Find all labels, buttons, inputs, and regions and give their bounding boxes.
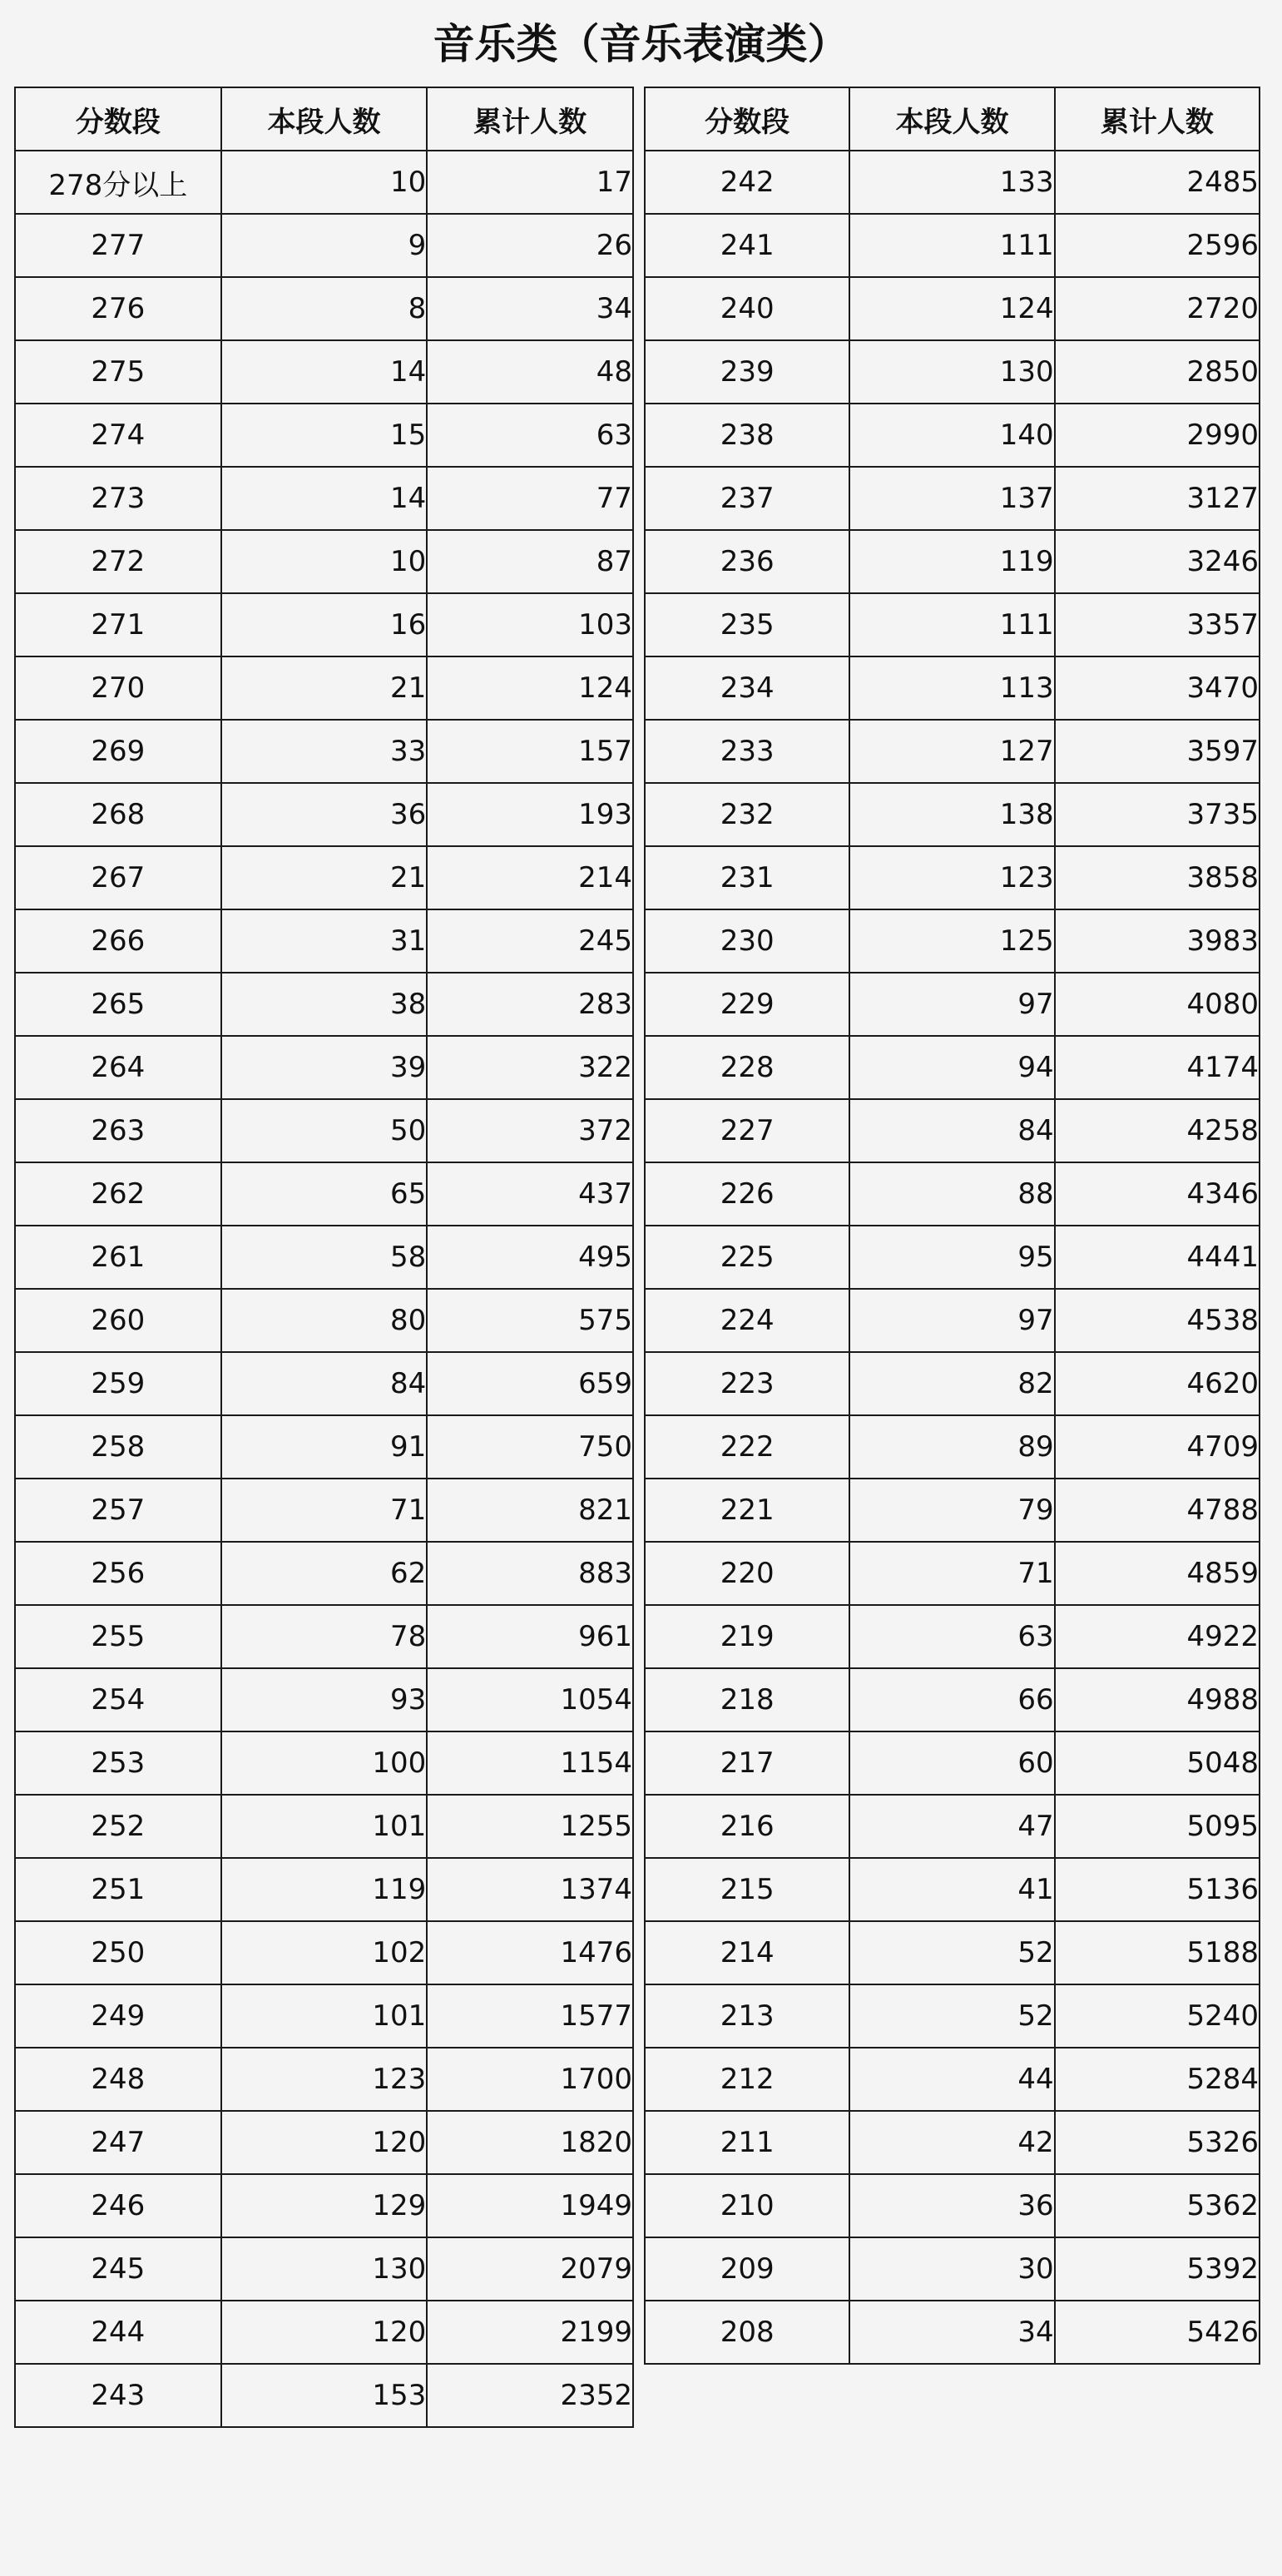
cumulative-count-cell: 372 <box>427 1099 633 1162</box>
cumulative-count-cell: 3983 <box>1055 909 1260 973</box>
segment-count-cell: 63 <box>849 1605 1054 1668</box>
score-range-cell: 242 <box>645 151 849 214</box>
cumulative-count-cell: 1255 <box>427 1795 633 1858</box>
cumulative-count-cell: 124 <box>427 656 633 720</box>
cumulative-count-cell: 5048 <box>1055 1731 1260 1795</box>
score-range-cell: 225 <box>645 1226 849 1289</box>
table-row <box>645 214 1260 277</box>
table-row <box>15 340 633 404</box>
cumulative-count-cell: 1820 <box>427 2111 633 2174</box>
score-table-right-body <box>645 151 1260 2364</box>
score-range-cell: 254 <box>15 1668 221 1731</box>
cumulative-count-cell: 2720 <box>1055 277 1260 340</box>
header-cumulative-count: 累计人数 <box>1055 87 1260 151</box>
segment-count-cell: 119 <box>849 530 1054 593</box>
score-range-cell: 241 <box>645 214 849 277</box>
cumulative-count-cell: 821 <box>427 1479 633 1542</box>
table-row <box>15 1668 633 1731</box>
score-range-cell: 278分以上 <box>15 151 221 214</box>
score-range-cell: 217 <box>645 1731 849 1795</box>
table-row <box>645 1605 1260 1668</box>
cumulative-count-cell: 495 <box>427 1226 633 1289</box>
table-row <box>15 530 633 593</box>
cumulative-count-cell: 5136 <box>1055 1858 1260 1921</box>
cumulative-count-cell: 4538 <box>1055 1289 1260 1352</box>
table-row <box>15 1984 633 2048</box>
table-row <box>645 909 1260 973</box>
segment-count-cell: 42 <box>849 2111 1054 2174</box>
score-range-cell: 260 <box>15 1289 221 1352</box>
cumulative-count-cell: 3597 <box>1055 720 1260 783</box>
score-range-cell: 226 <box>645 1162 849 1226</box>
segment-count-cell: 129 <box>221 2174 428 2237</box>
table-row <box>645 1226 1260 1289</box>
cumulative-count-cell: 63 <box>427 404 633 467</box>
table-row <box>645 467 1260 530</box>
table-row <box>645 404 1260 467</box>
score-range-cell: 276 <box>15 277 221 340</box>
table-row <box>645 2111 1260 2174</box>
cumulative-count-cell: 5095 <box>1055 1795 1260 1858</box>
table-row <box>15 1858 633 1921</box>
score-range-cell: 262 <box>15 1162 221 1226</box>
table-row <box>645 1099 1260 1162</box>
table-row <box>645 530 1260 593</box>
segment-count-cell: 137 <box>849 467 1054 530</box>
cumulative-count-cell: 1949 <box>427 2174 633 2237</box>
table-row <box>15 1731 633 1795</box>
table-row <box>15 2048 633 2111</box>
segment-count-cell: 133 <box>849 151 1054 214</box>
table-row <box>15 1352 633 1415</box>
table-row <box>15 1162 633 1226</box>
score-table-right <box>644 87 1260 2365</box>
score-range-cell: 235 <box>645 593 849 656</box>
score-range-cell: 231 <box>645 846 849 909</box>
score-range-cell: 214 <box>645 1921 849 1984</box>
cumulative-count-cell: 3357 <box>1055 593 1260 656</box>
cumulative-count-cell: 4922 <box>1055 1605 1260 1668</box>
score-range-cell: 208 <box>645 2301 849 2364</box>
segment-count-cell: 120 <box>221 2111 428 2174</box>
score-range-cell: 257 <box>15 1479 221 1542</box>
score-range-cell: 245 <box>15 2237 221 2301</box>
table-row <box>645 2174 1260 2237</box>
score-range-cell: 255 <box>15 1605 221 1668</box>
header-segment-count: 本段人数 <box>849 87 1054 151</box>
table-row <box>645 1921 1260 1984</box>
cumulative-count-cell: 4988 <box>1055 1668 1260 1731</box>
cumulative-count-cell: 3735 <box>1055 783 1260 846</box>
score-range-cell: 264 <box>15 1036 221 1099</box>
segment-count-cell: 93 <box>221 1668 428 1731</box>
table-row <box>645 1984 1260 2048</box>
segment-count-cell: 15 <box>221 404 428 467</box>
segment-count-cell: 140 <box>849 404 1054 467</box>
cumulative-count-cell: 1054 <box>427 1668 633 1731</box>
score-range-cell: 222 <box>645 1415 849 1479</box>
score-range-cell: 265 <box>15 973 221 1036</box>
cumulative-count-cell: 5362 <box>1055 2174 1260 2237</box>
cumulative-count-cell: 3858 <box>1055 846 1260 909</box>
segment-count-cell: 102 <box>221 1921 428 1984</box>
segment-count-cell: 88 <box>849 1162 1054 1226</box>
table-header-row <box>645 87 1260 151</box>
cumulative-count-cell: 5188 <box>1055 1921 1260 1984</box>
score-range-cell: 227 <box>645 1099 849 1162</box>
table-row <box>645 277 1260 340</box>
segment-count-cell: 52 <box>849 1921 1054 1984</box>
cumulative-count-cell: 1577 <box>427 1984 633 2048</box>
segment-count-cell: 113 <box>849 656 1054 720</box>
table-row <box>645 1415 1260 1479</box>
table-row <box>15 720 633 783</box>
score-range-cell: 211 <box>645 2111 849 2174</box>
segment-count-cell: 65 <box>221 1162 428 1226</box>
segment-count-cell: 125 <box>849 909 1054 973</box>
segment-count-cell: 123 <box>221 2048 428 2111</box>
segment-count-cell: 111 <box>849 593 1054 656</box>
cumulative-count-cell: 4859 <box>1055 1542 1260 1605</box>
segment-count-cell: 89 <box>849 1415 1054 1479</box>
table-row <box>645 1289 1260 1352</box>
segment-count-cell: 91 <box>221 1415 428 1479</box>
segment-count-cell: 21 <box>221 846 428 909</box>
segment-count-cell: 41 <box>849 1858 1054 1921</box>
cumulative-count-cell: 2485 <box>1055 151 1260 214</box>
segment-count-cell: 34 <box>849 2301 1054 2364</box>
cumulative-count-cell: 2596 <box>1055 214 1260 277</box>
cumulative-count-cell: 961 <box>427 1605 633 1668</box>
table-row <box>645 1542 1260 1605</box>
score-table-left <box>14 87 634 2428</box>
table-row <box>645 1731 1260 1795</box>
score-range-cell: 219 <box>645 1605 849 1668</box>
cumulative-count-cell: 659 <box>427 1352 633 1415</box>
table-row <box>645 1795 1260 1858</box>
table-row <box>645 2048 1260 2111</box>
segment-count-cell: 119 <box>221 1858 428 1921</box>
segment-count-cell: 16 <box>221 593 428 656</box>
table-row <box>645 846 1260 909</box>
score-range-cell: 274 <box>15 404 221 467</box>
segment-count-cell: 50 <box>221 1099 428 1162</box>
score-range-cell: 215 <box>645 1858 849 1921</box>
score-range-cell: 246 <box>15 2174 221 2237</box>
table-row <box>645 1479 1260 1542</box>
cumulative-count-cell: 437 <box>427 1162 633 1226</box>
segment-count-cell: 38 <box>221 973 428 1036</box>
table-row <box>15 1415 633 1479</box>
cumulative-count-cell: 26 <box>427 214 633 277</box>
segment-count-cell: 60 <box>849 1731 1054 1795</box>
score-range-cell: 236 <box>645 530 849 593</box>
segment-count-cell: 62 <box>221 1542 428 1605</box>
table-row <box>15 2301 633 2364</box>
segment-count-cell: 138 <box>849 783 1054 846</box>
table-row <box>645 720 1260 783</box>
score-range-cell: 234 <box>645 656 849 720</box>
cumulative-count-cell: 2352 <box>427 2364 633 2427</box>
score-range-cell: 273 <box>15 467 221 530</box>
cumulative-count-cell: 4080 <box>1055 973 1260 1036</box>
score-range-cell: 266 <box>15 909 221 973</box>
segment-count-cell: 14 <box>221 340 428 404</box>
score-range-cell: 240 <box>645 277 849 340</box>
segment-count-cell: 130 <box>221 2237 428 2301</box>
cumulative-count-cell: 5392 <box>1055 2237 1260 2301</box>
segment-count-cell: 8 <box>221 277 428 340</box>
cumulative-count-cell: 2079 <box>427 2237 633 2301</box>
segment-count-cell: 78 <box>221 1605 428 1668</box>
table-row <box>15 656 633 720</box>
table-row <box>645 2237 1260 2301</box>
cumulative-count-cell: 1154 <box>427 1731 633 1795</box>
cumulative-count-cell: 103 <box>427 593 633 656</box>
table-row <box>645 656 1260 720</box>
table-row <box>645 783 1260 846</box>
score-range-cell: 221 <box>645 1479 849 1542</box>
table-row <box>15 1795 633 1858</box>
segment-count-cell: 95 <box>849 1226 1054 1289</box>
table-row <box>15 1605 633 1668</box>
table-row <box>15 2174 633 2237</box>
table-row <box>15 2111 633 2174</box>
segment-count-cell: 101 <box>221 1795 428 1858</box>
score-range-cell: 212 <box>645 2048 849 2111</box>
table-row <box>15 846 633 909</box>
table-row <box>15 1036 633 1099</box>
table-row <box>645 2301 1260 2364</box>
cumulative-count-cell: 48 <box>427 340 633 404</box>
table-row <box>645 973 1260 1036</box>
score-range-cell: 216 <box>645 1795 849 1858</box>
score-range-cell: 237 <box>645 467 849 530</box>
segment-count-cell: 66 <box>849 1668 1054 1731</box>
score-table-left-body <box>15 151 633 2427</box>
score-range-cell: 209 <box>645 2237 849 2301</box>
segment-count-cell: 127 <box>849 720 1054 783</box>
table-row <box>15 1542 633 1605</box>
table-row <box>15 1921 633 1984</box>
score-range-cell: 269 <box>15 720 221 783</box>
segment-count-cell: 79 <box>849 1479 1054 1542</box>
cumulative-count-cell: 5240 <box>1055 1984 1260 2048</box>
segment-count-cell: 130 <box>849 340 1054 404</box>
score-range-cell: 253 <box>15 1731 221 1795</box>
score-range-cell: 251 <box>15 1858 221 1921</box>
segment-count-cell: 58 <box>221 1226 428 1289</box>
table-row <box>15 783 633 846</box>
table-row <box>15 1479 633 1542</box>
table-row <box>15 2364 633 2427</box>
header-cumulative-count: 累计人数 <box>427 87 633 151</box>
score-range-cell: 239 <box>645 340 849 404</box>
cumulative-count-cell: 4258 <box>1055 1099 1260 1162</box>
score-range-cell: 271 <box>15 593 221 656</box>
cumulative-count-cell: 3470 <box>1055 656 1260 720</box>
cumulative-count-cell: 2990 <box>1055 404 1260 467</box>
segment-count-cell: 14 <box>221 467 428 530</box>
table-row <box>645 1036 1260 1099</box>
segment-count-cell: 9 <box>221 214 428 277</box>
table-row <box>15 1226 633 1289</box>
score-range-cell: 230 <box>645 909 849 973</box>
segment-count-cell: 71 <box>221 1479 428 1542</box>
cumulative-count-cell: 4174 <box>1055 1036 1260 1099</box>
table-row <box>645 1668 1260 1731</box>
cumulative-count-cell: 575 <box>427 1289 633 1352</box>
segment-count-cell: 21 <box>221 656 428 720</box>
score-range-cell: 229 <box>645 973 849 1036</box>
score-range-cell: 259 <box>15 1352 221 1415</box>
table-row <box>645 340 1260 404</box>
segment-count-cell: 111 <box>849 214 1054 277</box>
cumulative-count-cell: 1374 <box>427 1858 633 1921</box>
score-range-cell: 224 <box>645 1289 849 1352</box>
cumulative-count-cell: 4346 <box>1055 1162 1260 1226</box>
page-title: 音乐类（音乐表演类） <box>433 20 849 68</box>
cumulative-count-cell: 4788 <box>1055 1479 1260 1542</box>
cumulative-count-cell: 283 <box>427 973 633 1036</box>
score-range-cell: 275 <box>15 340 221 404</box>
table-row <box>15 151 633 214</box>
table-row <box>15 1099 633 1162</box>
score-range-cell: 258 <box>15 1415 221 1479</box>
table-row <box>15 277 633 340</box>
header-score-range: 分数段 <box>645 87 849 151</box>
segment-count-cell: 97 <box>849 973 1054 1036</box>
cumulative-count-cell: 214 <box>427 846 633 909</box>
segment-count-cell: 124 <box>849 277 1054 340</box>
cumulative-count-cell: 750 <box>427 1415 633 1479</box>
segment-count-cell: 39 <box>221 1036 428 1099</box>
table-row <box>645 1162 1260 1226</box>
segment-count-cell: 123 <box>849 846 1054 909</box>
segment-count-cell: 36 <box>849 2174 1054 2237</box>
cumulative-count-cell: 1700 <box>427 2048 633 2111</box>
cumulative-count-cell: 4620 <box>1055 1352 1260 1415</box>
cumulative-count-cell: 2199 <box>427 2301 633 2364</box>
score-range-cell: 243 <box>15 2364 221 2427</box>
segment-count-cell: 153 <box>221 2364 428 2427</box>
table-row <box>645 1858 1260 1921</box>
score-range-cell: 263 <box>15 1099 221 1162</box>
score-range-cell: 233 <box>645 720 849 783</box>
segment-count-cell: 44 <box>849 2048 1054 2111</box>
score-range-cell: 252 <box>15 1795 221 1858</box>
table-row <box>15 909 633 973</box>
header-segment-count: 本段人数 <box>221 87 428 151</box>
table-row <box>645 151 1260 214</box>
score-range-cell: 277 <box>15 214 221 277</box>
segment-count-cell: 120 <box>221 2301 428 2364</box>
score-range-cell: 228 <box>645 1036 849 1099</box>
cumulative-count-cell: 4709 <box>1055 1415 1260 1479</box>
table-row <box>15 2237 633 2301</box>
cumulative-count-cell: 3246 <box>1055 530 1260 593</box>
cumulative-count-cell: 883 <box>427 1542 633 1605</box>
segment-count-cell: 52 <box>849 1984 1054 2048</box>
segment-count-cell: 33 <box>221 720 428 783</box>
cumulative-count-cell: 5326 <box>1055 2111 1260 2174</box>
score-range-cell: 272 <box>15 530 221 593</box>
table-row <box>15 214 633 277</box>
score-range-cell: 248 <box>15 2048 221 2111</box>
segment-count-cell: 100 <box>221 1731 428 1795</box>
score-range-cell: 244 <box>15 2301 221 2364</box>
segment-count-cell: 10 <box>221 530 428 593</box>
header-score-range: 分数段 <box>15 87 221 151</box>
cumulative-count-cell: 245 <box>427 909 633 973</box>
segment-count-cell: 10 <box>221 151 428 214</box>
segment-count-cell: 31 <box>221 909 428 973</box>
score-range-cell: 268 <box>15 783 221 846</box>
cumulative-count-cell: 193 <box>427 783 633 846</box>
table-header-row <box>15 87 633 151</box>
table-row <box>15 973 633 1036</box>
cumulative-count-cell: 77 <box>427 467 633 530</box>
segment-count-cell: 82 <box>849 1352 1054 1415</box>
cumulative-count-cell: 3127 <box>1055 467 1260 530</box>
cumulative-count-cell: 5426 <box>1055 2301 1260 2364</box>
segment-count-cell: 84 <box>221 1352 428 1415</box>
cumulative-count-cell: 4441 <box>1055 1226 1260 1289</box>
score-range-cell: 249 <box>15 1984 221 2048</box>
score-range-cell: 270 <box>15 656 221 720</box>
score-range-cell: 220 <box>645 1542 849 1605</box>
table-row <box>645 1352 1260 1415</box>
segment-count-cell: 71 <box>849 1542 1054 1605</box>
score-range-cell: 213 <box>645 1984 849 2048</box>
cumulative-count-cell: 322 <box>427 1036 633 1099</box>
score-range-cell: 267 <box>15 846 221 909</box>
segment-count-cell: 97 <box>849 1289 1054 1352</box>
segment-count-cell: 47 <box>849 1795 1054 1858</box>
table-row <box>645 593 1260 656</box>
segment-count-cell: 101 <box>221 1984 428 2048</box>
segment-count-cell: 80 <box>221 1289 428 1352</box>
table-row <box>15 593 633 656</box>
segment-count-cell: 30 <box>849 2237 1054 2301</box>
score-range-cell: 232 <box>645 783 849 846</box>
score-range-cell: 250 <box>15 1921 221 1984</box>
cumulative-count-cell: 1476 <box>427 1921 633 1984</box>
score-range-cell: 210 <box>645 2174 849 2237</box>
segment-count-cell: 84 <box>849 1099 1054 1162</box>
table-row <box>15 404 633 467</box>
cumulative-count-cell: 5284 <box>1055 2048 1260 2111</box>
table-row <box>15 1289 633 1352</box>
segment-count-cell: 36 <box>221 783 428 846</box>
cumulative-count-cell: 157 <box>427 720 633 783</box>
score-range-cell: 261 <box>15 1226 221 1289</box>
cumulative-count-cell: 2850 <box>1055 340 1260 404</box>
cumulative-count-cell: 17 <box>427 151 633 214</box>
score-range-cell: 223 <box>645 1352 849 1415</box>
cumulative-count-cell: 87 <box>427 530 633 593</box>
score-range-cell: 256 <box>15 1542 221 1605</box>
score-range-cell: 218 <box>645 1668 849 1731</box>
table-row <box>15 467 633 530</box>
cumulative-count-cell: 34 <box>427 277 633 340</box>
score-range-cell: 247 <box>15 2111 221 2174</box>
score-range-cell: 238 <box>645 404 849 467</box>
segment-count-cell: 94 <box>849 1036 1054 1099</box>
